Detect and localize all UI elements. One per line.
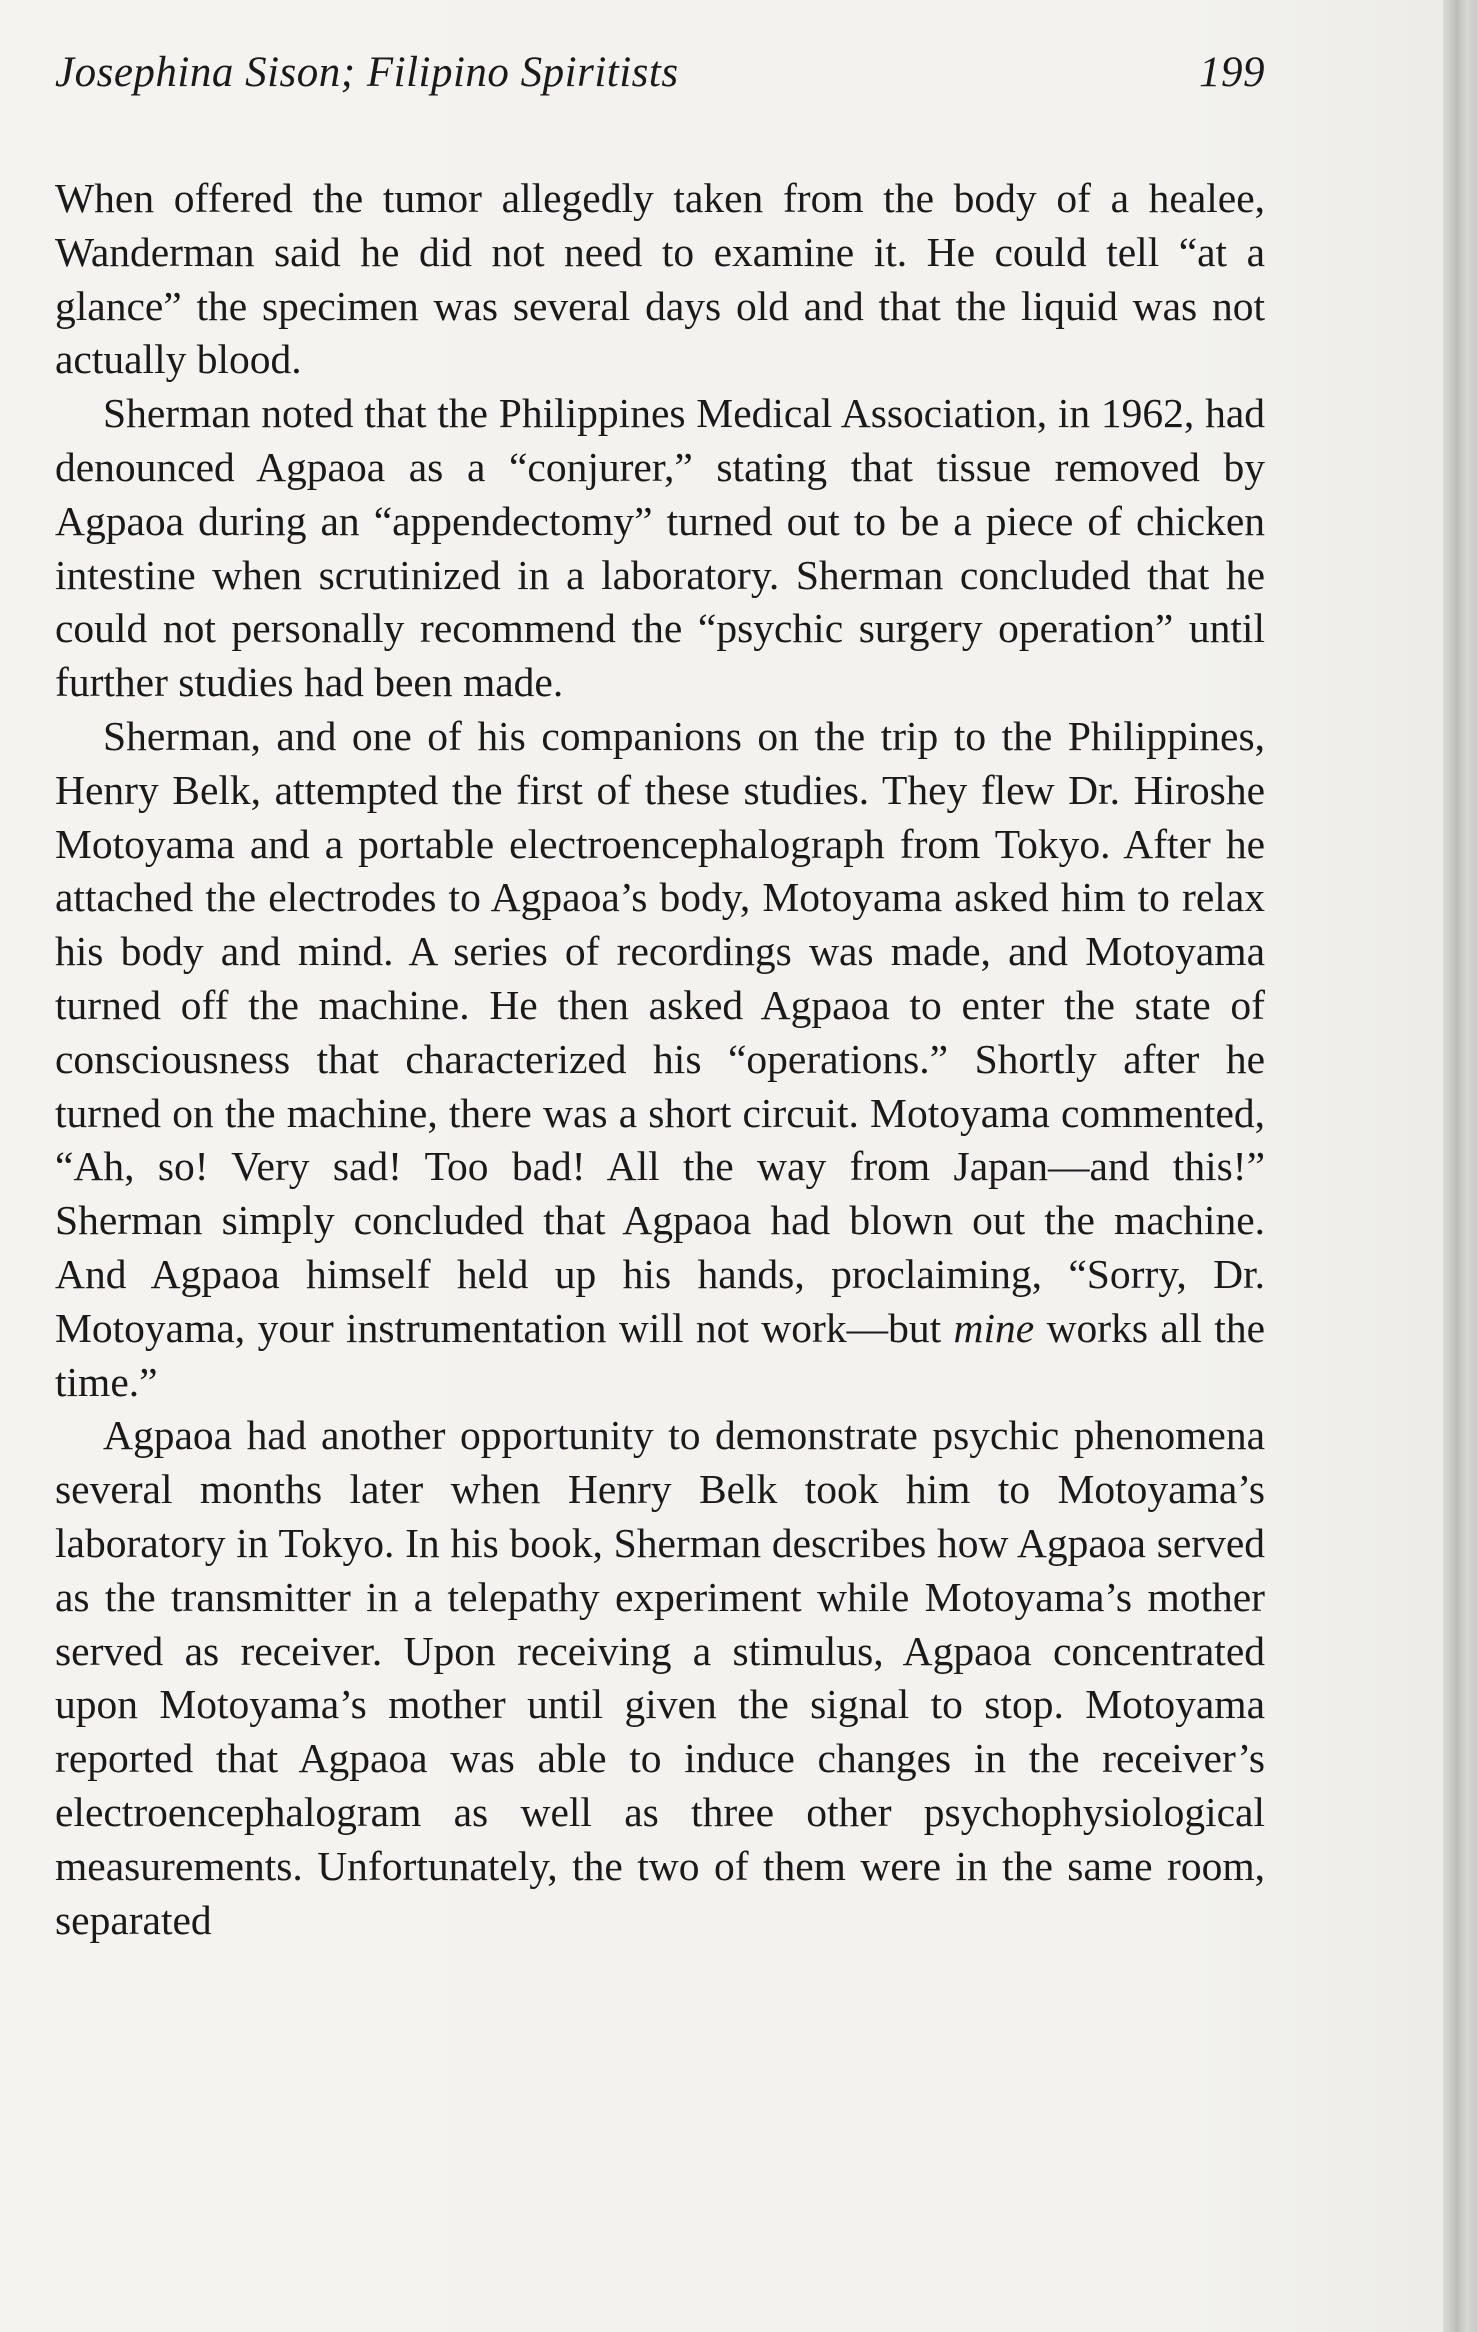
page-header <box>55 48 1265 108</box>
paragraph-text: Agpaoa had another opportunity to demonstrate psychic phenomena several months later when Henry Belk took him to Motoyama’s laboratory in Tokyo. In his book, Sherman describes how Agpaoa served as the transmitter in a telepathy experiment while Motoyama’s mother served as receiver. Upon receiving a stimulus, Agpaoa concentrated upon Motoyama’s mother until given the signal to stop. Motoyama reported that Agpaoa was able to induce changes in the receiver’s electroencephalogram as well as three other psychophysiological measurements. Unfortunately, the two of them were in the same room, separated <box>55 1412 1265 1943</box>
paragraph-3 <box>55 710 1265 1409</box>
page-edge-shadow <box>1443 0 1477 2332</box>
body-text <box>55 172 1265 1947</box>
paragraph-2 <box>55 387 1265 710</box>
paragraph-text: When offered the tumor allegedly taken from the body of a healee, Wanderman said he did not need to examine it. He could tell “at a glance” the specimen was several days old and that the liquid was not actually blood. <box>55 175 1265 383</box>
paragraph-1 <box>55 172 1265 387</box>
paragraph-text: Sherman noted that the Philippines Medical Association, in 1962, had denounced Agpaoa as a “conjurer,” stating that tissue removed by Agpaoa during an “appendectomy” turned out to be a piece of chicken intestine when scrutinized in a laboratory. Sherman concluded that he could not personally recommend the “psychic surgery operation” until further studies had been made. <box>55 390 1265 706</box>
page-number: 199 <box>1199 49 1265 96</box>
paragraph-text-end: works all the time.” <box>55 1304 1265 1405</box>
running-title: Josephina Sison; Filipino Spiritists <box>55 49 679 96</box>
paragraph-text: Sherman, and one of his companions on the trip to the Philippines, Henry Belk, attempted the first of these studies. They flew Dr. Hiroshe Motoyama and a portable electroencephalograph from Tokyo. After he attached the electrodes to Agpaoa’s body, Motoyama asked him to relax his body and mind. A series of recordings was made, and Motoyama turned off the machine. He then asked Agpaoa to enter the state of consciousness that characterized his “operations.” Shortly after he turned on the machine, there was a short circuit. Motoyama commented, “Ah, so! Very sad! Too bad! All the way from Japan—and this!” Sherman simply concluded that Agpaoa had blown out the machine. And Agpaoa himself held up his hands, proclaiming, “Sorry, Dr. Motoyama, your instrumentation will not work—but <box>55 712 1265 1351</box>
paragraph-4 <box>55 1409 1265 1947</box>
emphasized-word: mine <box>953 1304 1035 1351</box>
